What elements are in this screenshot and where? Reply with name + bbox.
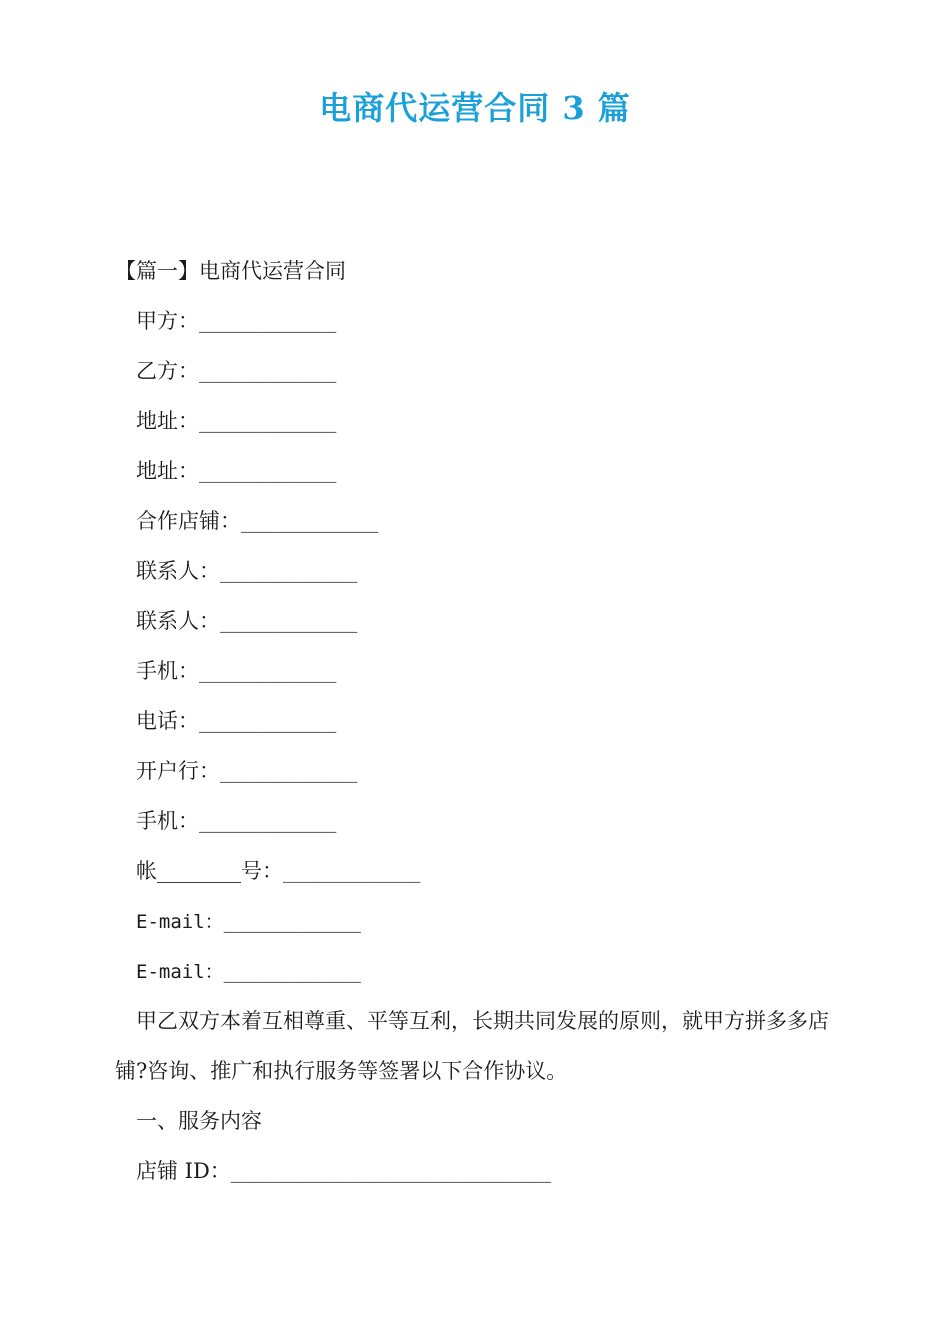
field-label: 帐________号：	[136, 859, 283, 883]
field-line	[115, 896, 835, 946]
field-blank: ____________	[199, 411, 337, 433]
field-line	[115, 946, 835, 996]
field-label: 联系人：	[136, 559, 220, 583]
field-line	[115, 646, 835, 696]
field-blank: ____________	[283, 861, 421, 883]
shop-id-blank: ____________________________	[230, 1161, 552, 1183]
document-body	[115, 246, 835, 1196]
field-line	[115, 846, 835, 896]
field-blank: ____________	[223, 911, 361, 933]
field-line	[115, 296, 835, 346]
field-blank: ____________	[199, 811, 337, 833]
section-one-heading: 一、服务内容	[136, 1109, 262, 1133]
field-blank: ____________	[199, 361, 337, 383]
field-label: 地址：	[136, 459, 199, 483]
field-label: 地址：	[136, 409, 199, 433]
field-label: 合作店铺：	[136, 509, 241, 533]
field-line	[115, 496, 835, 546]
field-blank: ____________	[220, 761, 358, 783]
field-label: E-mail：	[136, 961, 224, 983]
field-blank: ____________	[199, 311, 337, 333]
field-blank: ____________	[220, 611, 358, 633]
section-heading: 【篇一】电商代运营合同	[115, 259, 346, 283]
shop-id-line	[115, 1146, 835, 1196]
shop-id-label: 店铺 ID：	[136, 1159, 231, 1183]
field-line	[115, 746, 835, 796]
field-label: 手机：	[136, 809, 199, 833]
intro-paragraph: 甲乙双方本着互相尊重、平等互利，长期共同发展的原则，就甲方拼多多店铺?咨询、推广和执行服务等签署以下合作协议。	[115, 1009, 829, 1083]
field-blank: ____________	[199, 711, 337, 733]
field-line	[115, 696, 835, 746]
field-label: E-mail：	[136, 911, 224, 933]
field-blank: ____________	[220, 561, 358, 583]
field-label: 联系人：	[136, 609, 220, 633]
field-blank: ____________	[241, 511, 379, 533]
field-label: 乙方：	[136, 359, 199, 383]
field-line	[115, 796, 835, 846]
field-line	[115, 346, 835, 396]
field-label: 电话：	[136, 709, 199, 733]
field-label: 开户行：	[136, 759, 220, 783]
field-label: 甲方：	[136, 309, 199, 333]
field-blank: ____________	[223, 961, 361, 983]
field-line	[115, 546, 835, 596]
field-label: 手机：	[136, 659, 199, 683]
field-blank: ____________	[199, 461, 337, 483]
document-title: 电商代运营合同 3 篇	[319, 89, 631, 127]
field-line	[115, 596, 835, 646]
field-line	[115, 396, 835, 446]
field-line	[115, 446, 835, 496]
field-blank: ____________	[199, 661, 337, 683]
